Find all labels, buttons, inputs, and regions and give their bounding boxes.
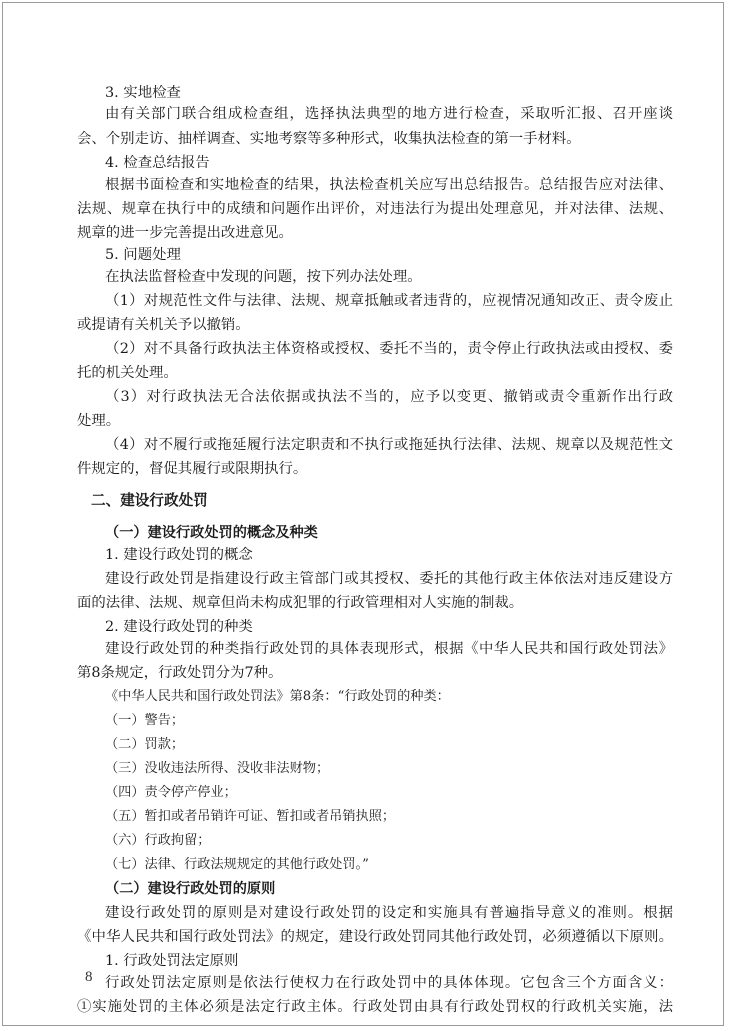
page-number: 8	[85, 969, 93, 985]
list-item: 件规定的，督促其履行或限期执行。	[77, 461, 308, 477]
paragraph-line: ①实施处罚的主体必须是法定行政主体。行政处罚由具有行政处罚权的行政机关实施，法	[77, 999, 673, 1015]
paragraph-line: 面的法律、法规、规章但尚未构成犯罪的行政管理相对人实施的制裁。	[77, 595, 524, 611]
section-heading: 1. 行政处罚法定原则	[105, 953, 239, 969]
list-item: （3）对行政执法无合法依据或执法不当的，应予以变更、撤销或责令重新作出行政	[105, 389, 673, 405]
section-heading: 4. 检查总结报告	[105, 155, 210, 171]
quote-item: （七）法律、行政法规规定的其他行政处罚。”	[105, 857, 369, 872]
list-item: 处理。	[77, 413, 121, 429]
quote-item: （五）暂扣或者吊销许可证、暂扣或者吊销执照；	[105, 809, 396, 824]
paragraph-line: 由有关部门联合组成检查组，选择执法典型的地方进行检查，采取听汇报、召开座谈	[105, 106, 673, 122]
paragraph-line: 法规、规章在执行中的成绩和问题作出评价，对违法行为提出处理意见，并对法律、法规、	[77, 201, 673, 217]
paragraph-line: 建设行政处罚是指建设行政主管部门或其授权、委托的其他行政主体依法对违反建设方	[105, 571, 673, 587]
paragraph-line: 会、个别走访、抽样调查、实地考察等多种形式，收集执法检查的第一手材料。	[77, 131, 581, 147]
paragraph-line: 《中华人民共和国行政处罚法》的规定，建设行政处罚同其他行政处罚，必须遵循以下原则。	[77, 929, 673, 945]
paragraph-line: 在执法监督检查中发现的问题，按下列办法处理。	[105, 269, 422, 285]
quote-item: （二）罚款；	[105, 737, 185, 752]
list-item: （1）对规范性文件与法律、法规、规章抵触或者违背的，应视情况通知改正、责令废止	[105, 293, 673, 309]
list-item: 托的机关处理。	[77, 365, 178, 381]
section-heading: 3. 实地检查	[105, 85, 181, 101]
document-page	[2, 2, 724, 1026]
quote-intro: 《中华人民共和国行政处罚法》第8条：“行政处罚的种类：	[105, 689, 450, 704]
section-heading: 2. 建设行政处罚的种类	[105, 619, 253, 635]
paragraph-line: 第8条规定，行政处罚分为7种。	[77, 665, 283, 681]
paragraph-line: 规章的进一步完善提出改进意见。	[77, 225, 293, 241]
quote-item: （四）责令停产停业；	[105, 785, 237, 800]
subsection-heading: （一）建设行政处罚的概念及种类	[105, 525, 318, 541]
quote-item: （六）行政拘留；	[105, 833, 211, 848]
paragraph-line: 行政处罚法定原则是依法行使权力在行政处罚中的具体体现。它包含三个方面含义：	[105, 975, 673, 991]
section-heading: 1. 建设行政处罚的概念	[105, 547, 253, 563]
list-item: （2）对不具备行政执法主体资格或授权、委托不当的，责令停止行政执法或由授权、委	[105, 341, 673, 357]
chapter-heading: 二、建设行政处罚	[91, 492, 208, 509]
paragraph-line: 建设行政处罚的种类指行政处罚的具体表现形式，根据《中华人民共和国行政处罚法》	[105, 641, 673, 657]
quote-item: （一）警告；	[105, 713, 185, 728]
list-item: 或提请有关机关予以撤销。	[77, 317, 250, 333]
paragraph-line: 建设行政处罚的原则是对建设行政处罚的设定和实施具有普遍指导意义的准则。根据	[105, 905, 673, 921]
section-heading: 5. 问题处理	[105, 247, 181, 263]
quote-item: （三）没收违法所得、没收非法财物；	[105, 761, 330, 776]
list-item: （4）对不履行或拖延履行法定职责和不执行或拖延执行法律、法规、规章以及规范性文	[105, 437, 673, 453]
paragraph-line: 根据书面检查和实地检查的结果，执法检查机关应写出总结报告。总结报告应对法律、	[105, 177, 673, 193]
subsection-heading: （二）建设行政处罚的原则	[105, 881, 276, 897]
